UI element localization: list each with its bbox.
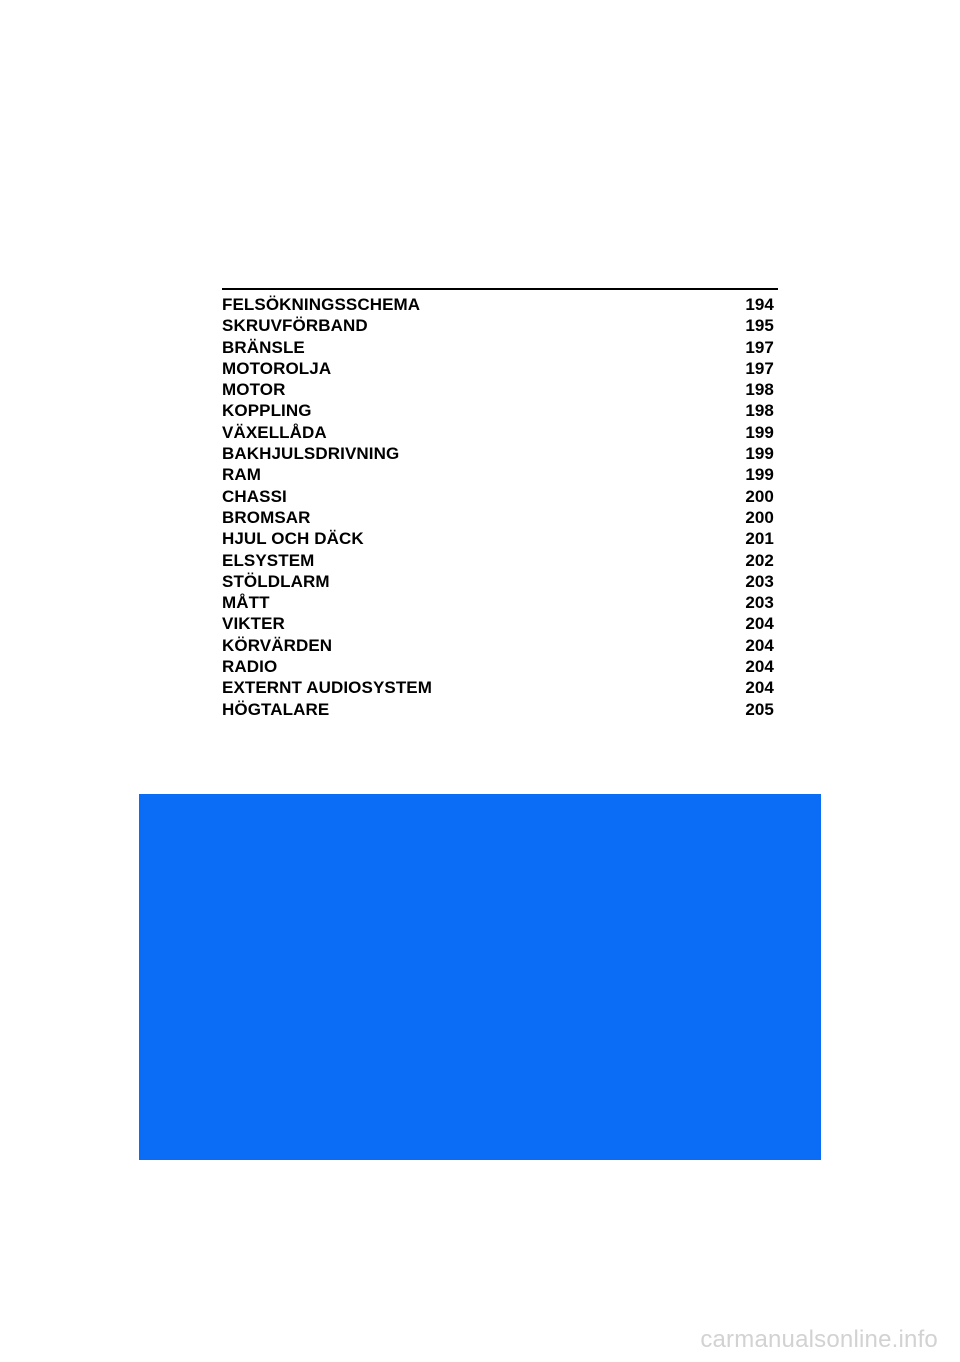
toc-entry[interactable] [222,507,778,528]
toc-entry[interactable] [222,358,778,379]
toc-entry[interactable] [222,315,778,336]
toc-entry-title: STÖLDLARM [222,571,330,591]
toc-entry-page: 197 [745,337,774,357]
toc-entry[interactable] [222,379,778,400]
toc-entry-page: 198 [745,380,774,400]
toc-entry-page: 201 [745,529,774,549]
toc-entry-page: 194 [745,295,774,314]
toc-entry-title: VÄXELLÅDA [222,422,327,442]
toc-entry[interactable] [222,400,778,421]
toc-entry-title: CHASSI [222,486,287,506]
toc-entry[interactable] [222,337,778,358]
toc-entry-title: KÖRVÄRDEN [222,635,333,655]
toc-entry-title: ELSYSTEM [222,550,315,570]
toc-entry[interactable] [222,422,778,443]
toc-entry-page: 204 [745,635,774,655]
toc-entry-title: KOPPLING [222,401,312,421]
toc-entry-page: 204 [745,657,774,677]
toc-entry-title: RAM [222,465,262,485]
toc-entry-page: 198 [745,401,774,421]
toc-entry-title: VIKTER [222,614,285,634]
toc-entry-title: BRÄNSLE [222,337,305,357]
blue-panel [139,794,821,1160]
toc-entry-title: FELSÖKNINGSSCHEMA [222,295,421,314]
toc-entry-title: EXTERNT AUDIOSYSTEM [222,678,433,698]
toc-entry-page: 202 [745,550,774,570]
toc-entry-page: 204 [745,614,774,634]
toc-entry-page: 199 [745,465,774,485]
toc-entry-title: HJUL OCH DÄCK [222,529,364,549]
watermark-text: carmanualsonline.info [700,1326,938,1353]
toc-entry[interactable] [222,677,778,698]
toc-entry[interactable] [222,294,778,315]
toc-entry[interactable] [222,656,778,677]
toc-entry-title: SKRUVFÖRBAND [222,316,368,336]
toc-entry[interactable] [222,571,778,592]
toc-entry-title: HÖGTALARE [222,699,330,719]
toc-entry-page: 200 [745,507,774,527]
toc-entry-page: 199 [745,422,774,442]
toc-entry-page: 200 [745,486,774,506]
toc-entry-title: MOTOR [222,380,286,400]
toc-entry[interactable] [222,443,778,464]
toc-entry-title: MÅTT [222,593,270,613]
table-of-contents [222,288,778,720]
toc-entry[interactable] [222,464,778,485]
toc-entry[interactable] [222,486,778,507]
toc-entry-page: 195 [745,316,774,336]
toc-entry[interactable] [222,699,778,720]
toc-entry[interactable] [222,550,778,571]
toc-entry[interactable] [222,635,778,656]
toc-entry-title: BROMSAR [222,507,311,527]
toc-entry-page: 204 [745,678,774,698]
toc-entry-page: 203 [745,571,774,591]
toc-entry-title: RADIO [222,657,278,677]
toc-entry-page: 205 [745,699,774,719]
toc-entry-page: 199 [745,444,774,464]
toc-entry[interactable] [222,613,778,634]
toc-entry[interactable] [222,592,778,613]
toc-entry-page: 197 [745,358,774,378]
toc-entry-page: 203 [745,593,774,613]
toc-entry[interactable] [222,528,778,549]
toc-entry-title: BAKHJULSDRIVNING [222,444,400,464]
toc-entry-title: MOTOROLJA [222,358,332,378]
